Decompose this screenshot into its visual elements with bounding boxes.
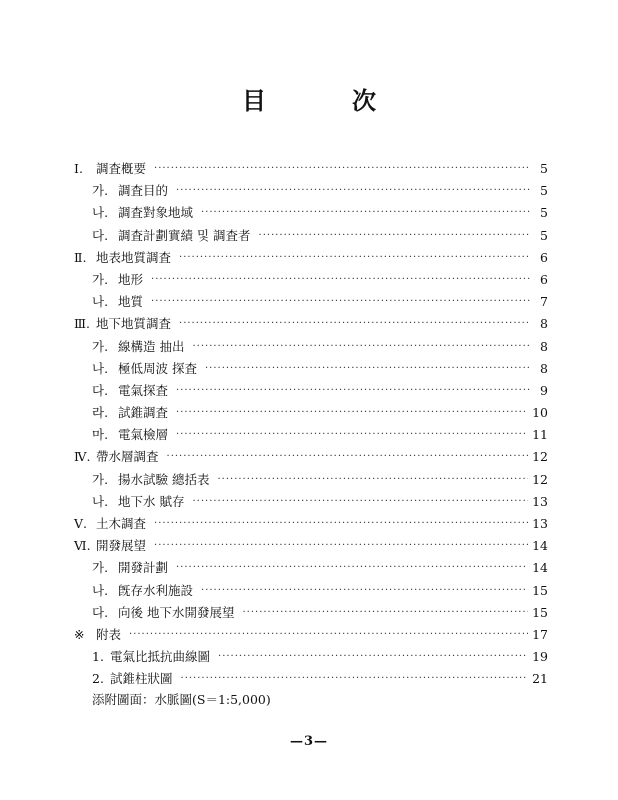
toc-entry xyxy=(74,247,548,269)
toc-entry xyxy=(74,269,548,291)
toc-entry-label: 調査對象地域 xyxy=(118,205,194,221)
toc-entry xyxy=(74,402,548,424)
toc-entry xyxy=(74,358,548,380)
toc-entry-page: 7 xyxy=(540,294,548,310)
toc-entry-number: Ⅴ. xyxy=(74,516,88,531)
toc-entry-number: 마. xyxy=(92,427,109,443)
toc-entry-number: 가. xyxy=(92,338,109,354)
toc-entry-label: 地形 xyxy=(118,271,144,287)
toc-entry-label: 地下水 賦存 xyxy=(118,493,185,509)
toc-entry xyxy=(74,646,548,668)
toc-entry xyxy=(74,158,548,180)
page-number: —3— xyxy=(289,734,329,749)
toc-entry-label: 調査槪要 xyxy=(96,161,147,176)
toc-leader-dots xyxy=(192,336,530,358)
toc-entry-number: 가. xyxy=(92,183,109,199)
toc-leader-dots xyxy=(154,535,528,557)
toc-entry-page: 6 xyxy=(540,249,548,265)
toc-leader-dots xyxy=(167,446,529,468)
toc-leader-dots xyxy=(192,491,528,513)
toc-entry-number: 1. xyxy=(92,649,104,665)
toc-entry-label: 開發展望 xyxy=(96,538,147,554)
toc-entry-number: 가. xyxy=(92,271,109,287)
toc-leader-dots xyxy=(154,513,528,535)
toc-entry xyxy=(74,424,548,446)
toc-entry-number: 나. xyxy=(92,360,109,376)
title-char-2: 次 xyxy=(352,86,376,115)
toc-entry-number: 나. xyxy=(92,493,109,509)
toc-entry-label: 附表 xyxy=(96,626,122,642)
toc-entry-page: 15 xyxy=(532,604,548,620)
toc-entry-page: 14 xyxy=(532,560,548,576)
toc-entry-number: 다. xyxy=(92,604,109,620)
toc-entry-page: 5 xyxy=(540,183,548,199)
toc-entry-page: 11 xyxy=(532,427,548,443)
toc-leader-dots xyxy=(218,646,528,668)
toc-entry-number: Ⅵ. xyxy=(74,538,91,554)
toc-entry xyxy=(74,291,548,313)
toc-entry xyxy=(74,513,548,535)
toc-leader-dots xyxy=(242,602,528,624)
toc-entry-page: 13 xyxy=(532,516,548,531)
toc-entry-page: 19 xyxy=(532,649,548,665)
toc-entry-number: 2. xyxy=(92,671,104,687)
toc-entry-page: 13 xyxy=(532,493,548,509)
toc-entry xyxy=(74,491,548,513)
toc-entry-label: 調査計劃實績 및 調査者 xyxy=(118,227,251,243)
toc-leader-dots xyxy=(151,291,530,313)
toc-entry-page: 5 xyxy=(540,205,548,221)
toc-entry-page: 17 xyxy=(532,626,548,642)
toc-entry-page: 5 xyxy=(540,227,548,243)
toc-entry-label: 地下地質調査 xyxy=(96,316,172,332)
toc-entry-page: 5 xyxy=(540,161,548,176)
toc-entry-label: 試錐調査 xyxy=(118,405,169,421)
toc-entry xyxy=(74,313,548,335)
toc-entry-label: 地質 xyxy=(118,294,144,310)
toc-entry-number: 가. xyxy=(92,471,109,487)
annex-drawing-note: 添附圖面：水脈圖(S＝1:5,000) xyxy=(92,692,271,707)
toc-leader-dots xyxy=(176,557,528,579)
toc-entry xyxy=(74,380,548,402)
toc-entry-label: 試錐柱狀圖 xyxy=(110,671,173,687)
toc-entry xyxy=(74,225,548,247)
toc-entry-label: 地表地質調査 xyxy=(96,249,172,265)
toc-leader-dots xyxy=(176,380,530,402)
toc-entry-page: 14 xyxy=(532,538,548,554)
toc-entry-label: 調査目的 xyxy=(118,183,169,199)
toc-entry-number: Ⅳ. xyxy=(74,449,91,465)
toc-entry-number: 라. xyxy=(92,405,109,421)
toc-entry-number: 다. xyxy=(92,382,109,398)
toc-entry-number: Ⅱ. xyxy=(74,249,87,265)
toc-entry xyxy=(74,668,548,690)
toc-entry-number: 나. xyxy=(92,582,109,598)
toc-entry xyxy=(74,336,548,358)
toc-leader-dots xyxy=(129,624,528,646)
toc-entry-label: 土木調査 xyxy=(96,516,147,531)
toc-entry-label: 電氣檢層 xyxy=(118,427,169,443)
toc-entry xyxy=(74,580,548,602)
table-of-contents xyxy=(74,158,548,691)
toc-entry-page: 8 xyxy=(540,316,548,332)
title-char-1: 目 xyxy=(242,86,266,115)
toc-leader-dots xyxy=(176,424,528,446)
toc-entry-page: 12 xyxy=(532,449,548,465)
toc-leader-dots xyxy=(181,668,529,690)
toc-entry-page: 12 xyxy=(532,471,548,487)
toc-entry-page: 8 xyxy=(540,338,548,354)
toc-entry-label: 開發計劃 xyxy=(118,560,169,576)
toc-entry-number: Ⅲ. xyxy=(74,316,91,332)
toc-entry xyxy=(74,624,548,646)
toc-entry-label: 電氣探査 xyxy=(118,382,169,398)
toc-entry xyxy=(74,602,548,624)
toc-entry-page: 10 xyxy=(532,405,548,421)
toc-entry-number: 나. xyxy=(92,294,109,310)
toc-entry-number: 가. xyxy=(92,560,109,576)
toc-entry-page: 8 xyxy=(540,360,548,376)
toc-entry-label: 向後 地下水開發展望 xyxy=(118,604,235,620)
toc-entry xyxy=(74,180,548,202)
toc-entry-number: 나. xyxy=(92,205,109,221)
toc-title xyxy=(0,86,618,116)
toc-entry xyxy=(74,446,548,468)
toc-entry-page: 6 xyxy=(540,271,548,287)
toc-entry-label: 電氣比抵抗曲線圖 xyxy=(110,649,211,665)
toc-leader-dots xyxy=(217,469,528,491)
toc-entry xyxy=(74,557,548,579)
toc-entry-label: 揚水試驗 總括表 xyxy=(118,471,210,487)
toc-leader-dots xyxy=(176,402,528,424)
toc-leader-dots xyxy=(151,269,530,291)
toc-entry xyxy=(74,202,548,224)
toc-leader-dots xyxy=(179,247,530,269)
toc-entry-page: 21 xyxy=(532,671,548,687)
toc-leader-dots xyxy=(205,358,530,380)
toc-entry-number: ※ xyxy=(74,626,85,642)
toc-entry-page: 15 xyxy=(532,582,548,598)
toc-entry xyxy=(74,469,548,491)
toc-leader-dots xyxy=(154,158,530,180)
toc-entry-label: 線構造 抽出 xyxy=(118,338,185,354)
toc-entry-page: 9 xyxy=(540,382,548,398)
toc-entry-label: 極低周波 探査 xyxy=(118,360,197,376)
toc-entry-label: 旣存水利施設 xyxy=(118,582,194,598)
toc-entry-label: 帶水層調査 xyxy=(96,449,159,465)
toc-leader-dots xyxy=(201,580,528,602)
toc-leader-dots xyxy=(201,202,530,224)
toc-entry-number: Ⅰ. xyxy=(74,161,83,176)
toc-leader-dots xyxy=(259,225,530,247)
toc-leader-dots xyxy=(179,313,530,335)
toc-entry xyxy=(74,535,548,557)
toc-entry-number: 다. xyxy=(92,227,109,243)
toc-leader-dots xyxy=(176,180,530,202)
